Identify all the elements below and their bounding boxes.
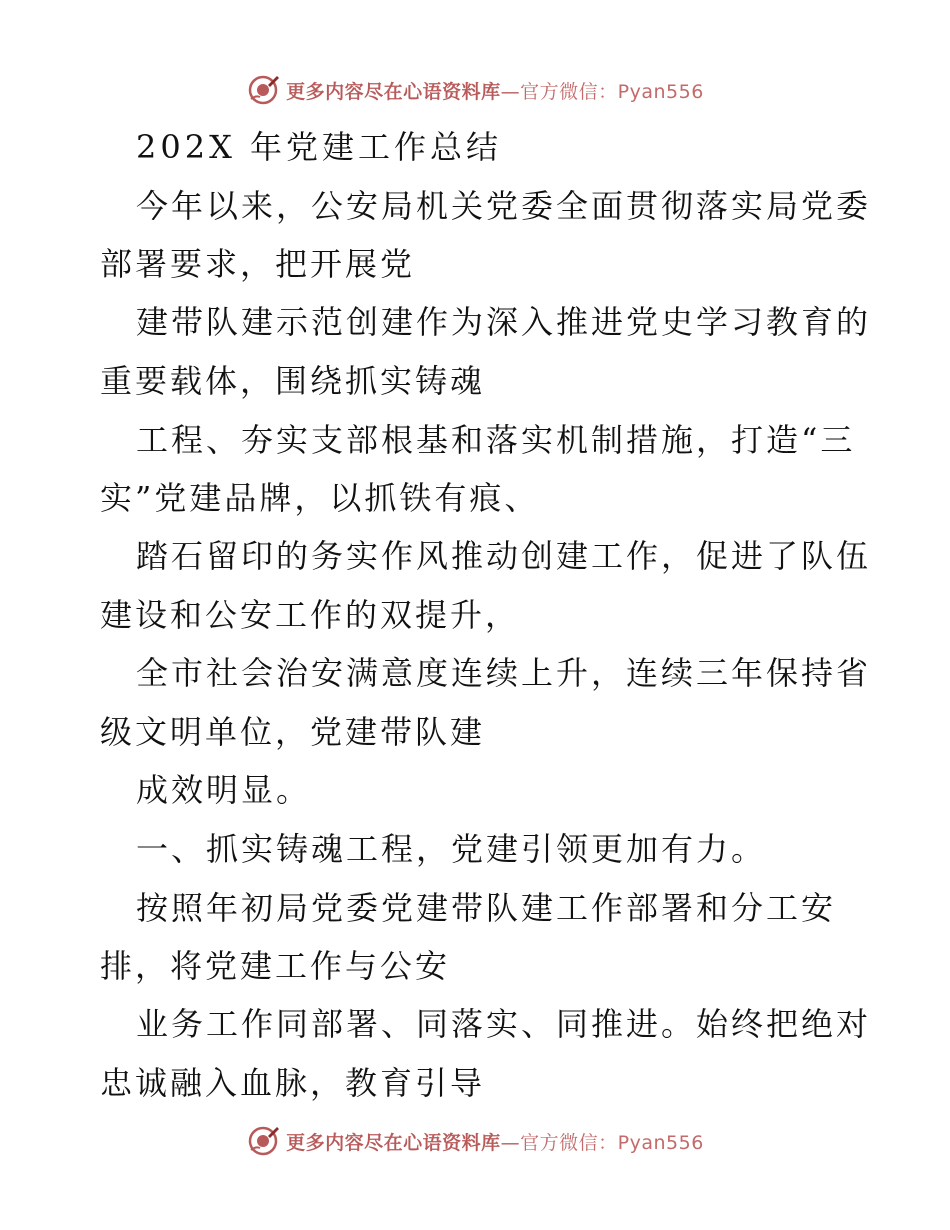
- text-line: 重要载体，围绕抓实铸魂: [100, 362, 486, 400]
- watermark-wechat: 官方微信：Pyan556: [520, 80, 704, 103]
- watermark-separator: —: [500, 80, 521, 103]
- text-line: 踏石留印的务实作风推动创建工作，促进了队伍: [136, 537, 872, 575]
- text-line: 忠诚融入血脉，教育引导: [100, 1064, 486, 1102]
- text-line: 级文明单位，党建带队建: [100, 713, 486, 751]
- text-line: 今年以来，公安局机关党委全面贯彻落实局党委: [136, 187, 872, 225]
- text-line: 成效明显。: [136, 771, 312, 809]
- text-line: 建带队建示范创建作为深入推进党史学习教育的: [136, 303, 872, 341]
- text-line: 业务工作同部署、同落实、同推进。始终把绝对: [136, 1005, 872, 1043]
- watermark-separator: —: [500, 1131, 521, 1154]
- section-heading: 一、抓实铸魂工程，党建引领更加有力。: [136, 830, 767, 868]
- text-line: 按照年初局党委党建带队建工作部署和分工安: [136, 889, 837, 927]
- document-title: 202X 年党建工作总结: [136, 128, 503, 166]
- text-line: 建设和公安工作的双提升，: [100, 596, 521, 634]
- text-line: 全市社会治安满意度连续上升，连续三年保持省: [136, 654, 872, 692]
- watermark-brand: 更多内容尽在心语资料库: [286, 80, 501, 103]
- text-line: 实”党建品牌，以抓铁有痕、: [100, 479, 540, 517]
- text-line: 部署要求，把开展党: [100, 245, 416, 283]
- watermark-text: [286, 1128, 704, 1155]
- watermark-wechat: 官方微信：Pyan556: [520, 1131, 704, 1154]
- footer-watermark: [0, 1121, 950, 1161]
- watermark-brand: 更多内容尽在心语资料库: [286, 1131, 501, 1154]
- text-line: 排，将党建工作与公安: [100, 947, 451, 985]
- pen-logo-icon: [246, 1124, 280, 1158]
- text-line: 工程、夯实支部根基和落实机制措施，打造“三: [136, 421, 856, 459]
